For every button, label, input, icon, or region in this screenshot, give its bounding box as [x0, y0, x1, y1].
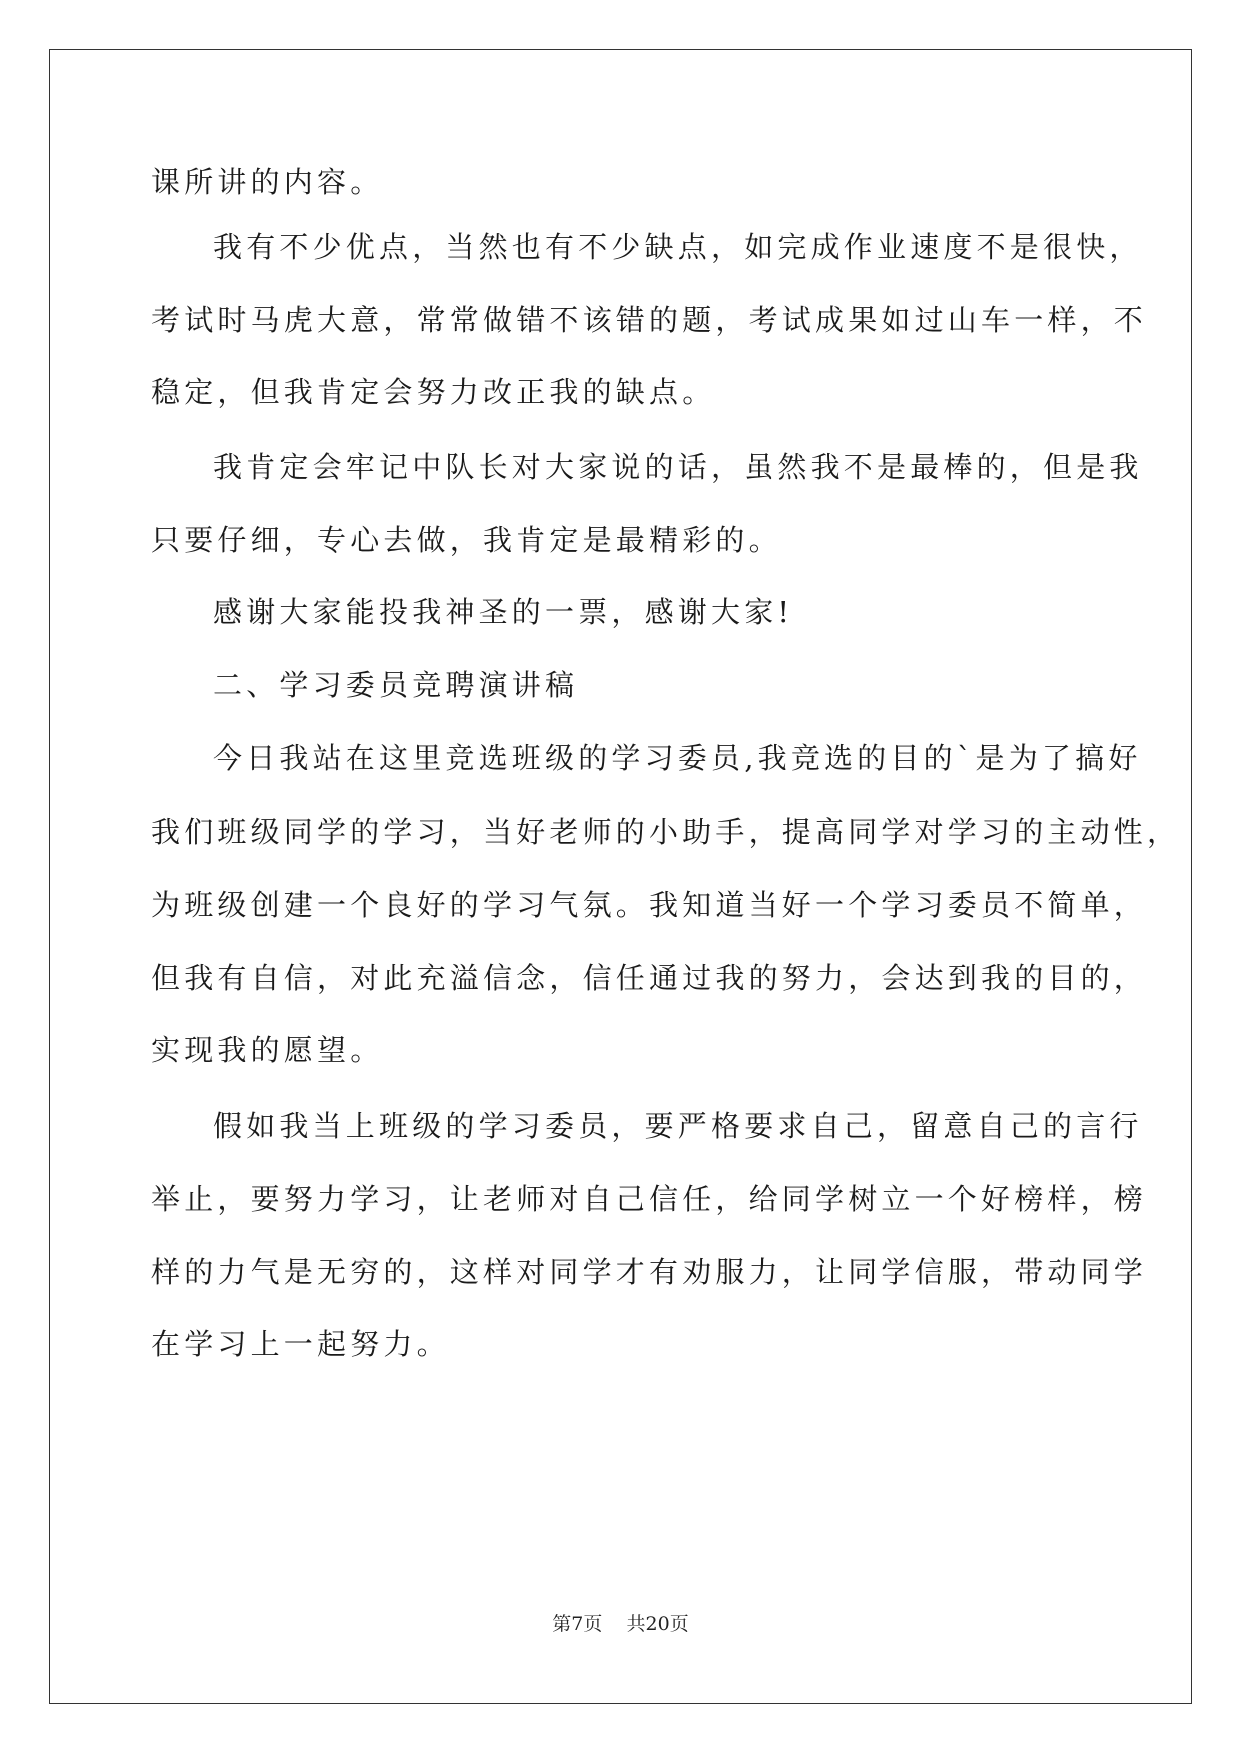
section-heading: 二、学习委员竞聘演讲稿 [213, 668, 579, 702]
paragraph-start-line: 今日我站在这里竞选班级的学习委员,我竞选的目的`是为了搞好 [213, 741, 1142, 775]
text-line: 举止，要努力学习，让老师对自己信任，给同学树立一个好榜样，榜 [151, 1182, 1148, 1216]
text-line: 但我有自信，对此充溢信念，信任通过我的努力，会达到我的目的， [151, 961, 1148, 995]
text-line: 我们班级同学的学习，当好老师的小助手，提高同学对学习的主动性， [151, 815, 1181, 849]
paragraph-start-line: 我有不少优点，当然也有不少缺点，如完成作业速度不是很快， [213, 230, 1143, 264]
text-line: 只要仔细，专心去做，我肯定是最精彩的。 [151, 523, 782, 557]
paragraph-start-line: 我肯定会牢记中队长对大家说的话，虽然我不是最棒的，但是我 [213, 450, 1143, 484]
page-number-footer: 第7页 共20页 [552, 1613, 689, 1635]
paragraph-start-line: 感谢大家能投我神圣的一票，感谢大家! [213, 595, 794, 629]
text-line: 样的力气是无穷的，这样对同学才有劝服力，让同学信服，带动同学 [151, 1255, 1148, 1289]
text-line: 为班级创建一个良好的学习气氛。我知道当好一个学习委员不简单， [151, 888, 1148, 922]
page-border [49, 49, 1192, 1704]
text-line: 在学习上一起努力。 [151, 1327, 450, 1361]
text-line: 稳定，但我肯定会努力改正我的缺点。 [151, 375, 716, 409]
text-line: 考试时马虎大意，常常做错不该错的题，考试成果如过山车一样，不 [151, 303, 1148, 337]
paragraph-start-line: 假如我当上班级的学习委员，要严格要求自己，留意自己的言行 [213, 1109, 1143, 1143]
text-line: 实现我的愿望。 [151, 1033, 384, 1067]
text-line: 课所讲的内容。 [151, 165, 384, 199]
